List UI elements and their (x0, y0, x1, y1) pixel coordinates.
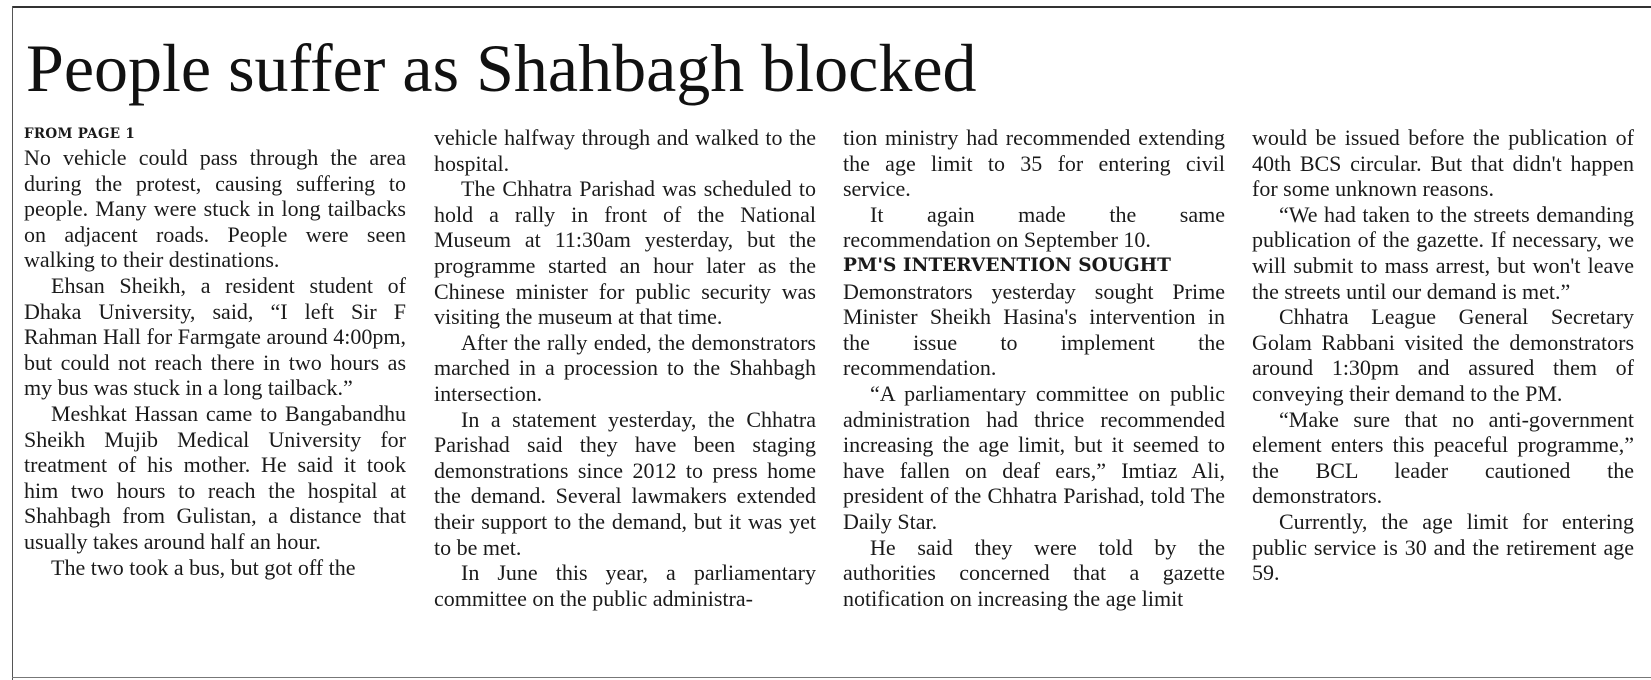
paragraph: Currently, the age limit for entering public service is 30 and the retirement age 59. (1252, 508, 1634, 586)
paragraph: Chhatra League General Secretary Golam Rabbani visited the demonstrators around 1:30pm and assured them of conveying their demand to the PM. (1252, 304, 1634, 406)
headline: People suffer as Shahbagh blocked (26, 30, 977, 106)
column-2 (434, 125, 816, 611)
paragraph: It again made the same recommendation on September 10. (843, 201, 1225, 253)
column-4 (1252, 125, 1634, 586)
paragraph: The two took a bus, but got off the (51, 554, 356, 580)
paragraph: “A parliamentary committee on public administration had thrice recommended increasing the age limit, but it seemed to have fallen on deaf ears,” Imtiaz Ali, president of the Chhatra Parishad, told The Daily Star. (843, 380, 1225, 534)
paragraph: Demonstrators yesterday sought Prime Minister Sheikh Hasina's intervention in the issue to implement the recommendation. (843, 278, 1225, 381)
paragraph: would be issued before the publication of 40th BCS circular. But that didn't happen for some unknown reasons. (1252, 125, 1634, 202)
paragraph: After the rally ended, the demonstrators marched in a procession to the Shahbagh intersection. (434, 329, 816, 406)
column-3 (843, 125, 1225, 611)
paragraph: vehicle halfway through and walked to the hospital. (434, 125, 816, 176)
paragraph: Ehsan Sheikh, a resident student of Dhaka University, said, “I left Sir F Rahman Hall for Farmgate around 4:00pm, but could not reach there in two hours as my bus was stuck in a long tailback.” (24, 272, 406, 401)
paragraph: The Chhatra Parishad was scheduled to hold a rally in front of the National Museum at 11:30am yesterday, but the programme started an hour later as the Chinese minister for public security was visiting the museum at that time. (434, 176, 816, 330)
continuation-kicker: FROM PAGE 1 (24, 126, 136, 142)
top-rule (12, 6, 1651, 8)
paragraph: tion ministry had recommended extending the age limit to 35 for entering civil service. (843, 125, 1225, 202)
paragraph: In a statement yesterday, the Chhatra Parishad said they have been staging demonstrations since 2012 to press home the demand. Several lawmakers extended their support to the demand, but it was yet to be met. (434, 406, 816, 560)
paragraph: He said they were told by the authorities concerned that a gazette notification on increasing the age limit (843, 534, 1225, 611)
paragraph: Meshkat Hassan came to Bangabandhu Sheikh Mujib Medical University for treatment of his mother. He said it took him two hours to reach the hospital at Shahbagh from Gulistan, a distance that usually takes around half an hour. (24, 400, 406, 554)
paragraph: No vehicle could pass through the area during the protest, causing suffering to people. Many were stuck in long tailbacks on adjacent roads. People were seen walking to their destinations. (24, 145, 406, 273)
left-rule (12, 6, 13, 680)
column-1 (24, 125, 406, 580)
section-subhead: PM'S INTERVENTION SOUGHT (843, 254, 1171, 276)
paragraph: In June this year, a parliamentary committee on the public administra- (434, 560, 816, 611)
paragraph: “Make sure that no anti-government element enters this peaceful programme,” the BCL leader cautioned the demonstrators. (1252, 406, 1634, 509)
bottom-rule (12, 677, 1651, 678)
article-body (24, 125, 1644, 665)
paragraph: “We had taken to the streets demanding publication of the gazette. If necessary, we will submit to mass arrest, but won't leave the streets until our demand is met.” (1252, 201, 1634, 304)
